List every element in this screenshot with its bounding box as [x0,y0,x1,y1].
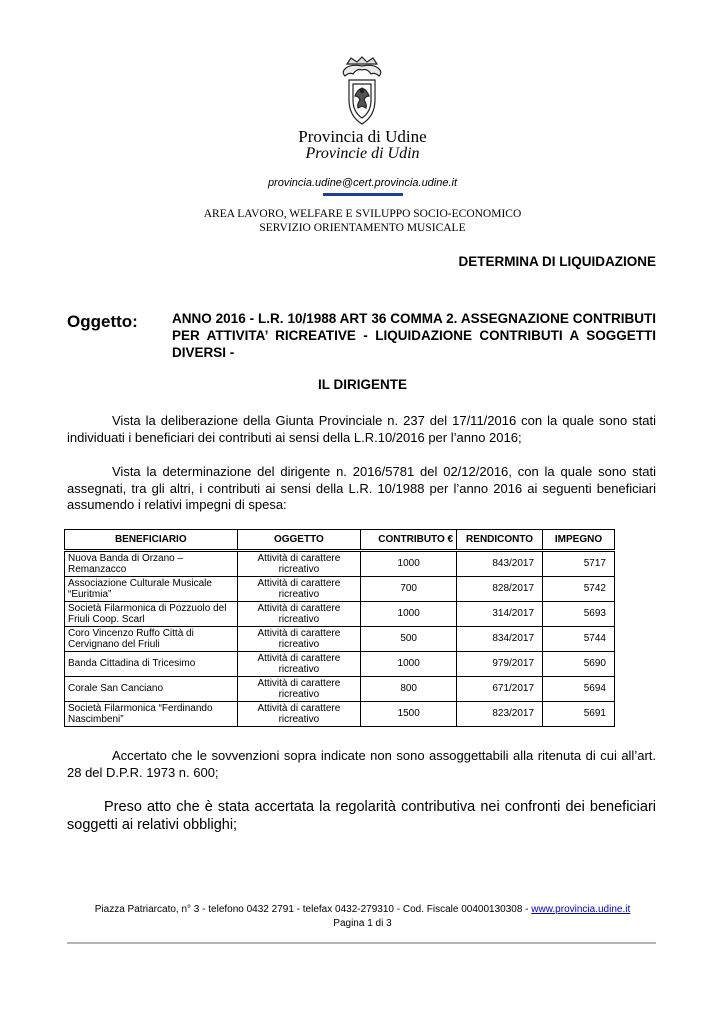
cell-contributo: 1000 [361,551,457,577]
column-header: OGGETTO [237,530,361,551]
cell-oggetto: Attività di carattere ricreativo [237,627,361,652]
provincia-name: Provincia di Udine [298,127,427,146]
cell-oggetto: Attività di carattere ricreativo [237,652,361,677]
table-header-row [65,530,615,551]
column-header: RENDICONTO [457,530,543,551]
cell-beneficiario: Società Filarmonica di Pozzuolo del Friuli Coop. Scarl [65,602,238,627]
department-heading [0,207,725,235]
cell-contributo: 1000 [361,602,457,627]
footer-rule [67,942,656,944]
provincia-crest-icon [337,56,387,128]
beneficiari-table [64,529,615,727]
cell-impegno: 5694 [543,677,615,702]
footer-address: Piazza Patriarcato, n° 3 - telefono 0432 2791 - telefax 0432-279310 - Cod. Fiscale 00400130308 - [94,904,532,915]
table-row [65,577,615,602]
paragraph-preso-atto: Preso atto che è stata accertata la regolarità contributiva nei confronti dei beneficiari soggetti ai relativi obblighi; [67,799,656,833]
cell-rendiconto: 828/2017 [457,577,543,602]
cell-rendiconto: 843/2017 [457,551,543,577]
cell-beneficiario: Banda Cittadina di Tricesimo [65,652,238,677]
document-type-title: DETERMINA DI LIQUIDAZIONE [458,254,656,269]
column-header: CONTRIBUTO € [361,530,457,551]
cell-oggetto: Attività di carattere ricreativo [237,602,361,627]
cell-beneficiario: Associazione Culturale Musicale “Euritmia” [65,577,238,602]
cell-oggetto: Attività di carattere ricreativo [237,551,361,577]
cell-impegno: 5744 [543,627,615,652]
column-header: IMPEGNO [543,530,615,551]
cell-impegno: 5691 [543,702,615,727]
table-row [65,602,615,627]
cell-impegno: 5690 [543,652,615,677]
cell-rendiconto: 314/2017 [457,602,543,627]
cell-beneficiario: Nuova Banda di Orzano – Remanzacco [65,551,238,577]
paragraph-vista-determinazione: Vista la determinazione del dirigente n. 2016/5781 del 02/12/2016, con la quale sono stati assegnati, tra gli altri, i contributi ai sensi della L.R. 10/1988 per l’anno 2016 ai seguenti beneficiari assumendo i relativi impegni di spesa: [67,464,656,512]
cell-beneficiario: Corale San Canciano [65,677,238,702]
cell-contributo: 800 [361,677,457,702]
pec-email: provincia.udine@cert.provincia.udine.it [267,177,458,189]
cell-rendiconto: 823/2017 [457,702,543,727]
website-link[interactable]: www.provincia.udine.it [531,904,631,915]
cell-impegno: 5717 [543,551,615,577]
cell-impegno: 5742 [543,577,615,602]
oggetto-text: ANNO 2016 - L.R. 10/1988 ART 36 COMMA 2. ASSEGNAZIONE CONTRIBUTI PER ATTIVITA’ RICREATIVE - LIQUIDAZIONE CONTRIBUTI A SOGGETTI DIVERSI - [172,311,656,360]
cell-rendiconto: 979/2017 [457,652,543,677]
table-row [65,677,615,702]
cell-oggetto: Attività di carattere ricreativo [237,702,361,727]
table-row [65,551,615,577]
page-footer [0,903,725,931]
table-row [65,702,615,727]
cell-contributo: 700 [361,577,457,602]
column-header: BENEFICIARIO [65,530,238,551]
cell-beneficiario: Coro Vincenzo Ruffo Città di Cervignano del Friuli [65,627,238,652]
cell-contributo: 1000 [361,652,457,677]
il-dirigente-heading: IL DIRIGENTE [317,377,407,392]
cell-oggetto: Attività di carattere ricreativo [237,677,361,702]
page-number: Pagina 1 di 3 [333,918,392,929]
provincia-name-friulian: Provincie di Udin [305,145,420,162]
footer-address-line [0,903,725,917]
cell-beneficiario: Società Filarmonica “Ferdinando Nascimbeni” [65,702,238,727]
service-line: SERVIZIO ORIENTAMENTO MUSICALE [259,222,466,234]
email-underline-rule [323,193,403,196]
cell-oggetto: Attività di carattere ricreativo [237,577,361,602]
table-row [65,627,615,652]
table-row [65,652,615,677]
oggetto-label: Oggetto: [67,312,138,331]
paragraph-vista-deliberazione: Vista la deliberazione della Giunta Provinciale n. 237 del 17/11/2016 con la quale sono stati individuati i beneficiari dei contributi ai sensi della L.R.10/2016 per l’anno 2016; [67,413,656,445]
cell-contributo: 1500 [361,702,457,727]
cell-rendiconto: 671/2017 [457,677,543,702]
area-line: AREA LAVORO, WELFARE E SVILUPPO SOCIO-ECONOMICO [203,208,522,220]
cell-contributo: 500 [361,627,457,652]
cell-rendiconto: 834/2017 [457,627,543,652]
paragraph-accertato: Accertato che le sovvenzioni sopra indicate non sono assoggettabili alla ritenuta di cui all’art. 28 del D.P.R. 1973 n. 600; [67,748,656,780]
cell-impegno: 5693 [543,602,615,627]
